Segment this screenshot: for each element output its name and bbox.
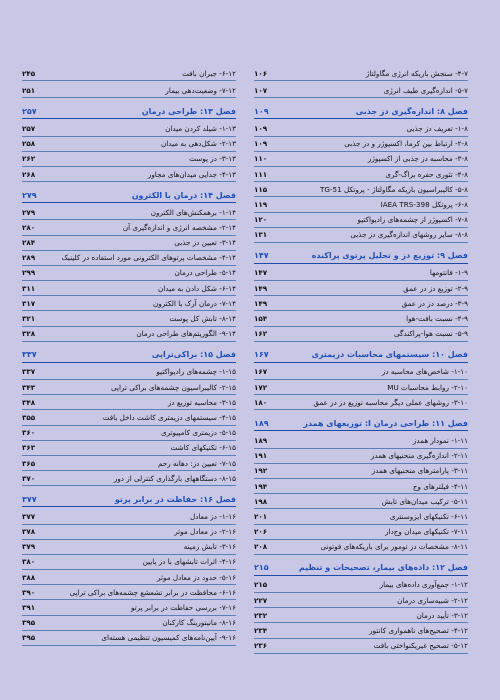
toc-entry[interactable] — [22, 585, 236, 600]
chapter-section — [22, 348, 236, 487]
chapter-heading-title: فصل ۱۱: طراحی درمان I: توزیعهای همدز — [303, 418, 468, 428]
toc-entry[interactable] — [22, 471, 236, 486]
toc-entry-title: ۳-۱۲- تأیید درمان — [416, 610, 468, 620]
chapter-heading-title: فصل ۸: اندازه‌گیری دز جذبی — [355, 106, 468, 116]
toc-entry-page: ۳۸۰ — [22, 557, 36, 567]
toc-entry-title: ۶-۱۱- تکنیکهای ایزوسنتری — [389, 511, 468, 521]
toc-entry[interactable] — [254, 281, 468, 296]
chapter-heading-page: ۱۰۹ — [254, 106, 269, 116]
toc-entry-title: ۲-۱۲- شبیه‌سازی درمان — [397, 595, 468, 605]
toc-entry-title: ۱-۸- تعریف دز جذبی — [406, 123, 468, 133]
toc-entry-title: ۲-۱۵- کالیبراسیون چشمه‌های براکی‌ تراپی — [110, 382, 236, 392]
toc-entry[interactable] — [254, 311, 468, 326]
toc-entry[interactable] — [22, 380, 236, 395]
toc-entry[interactable] — [22, 311, 236, 326]
toc-entry-title: ۱-۱۶- دز معادل — [190, 511, 236, 521]
toc-entry[interactable] — [22, 66, 236, 81]
toc-entry-page: ۲۵۱ — [22, 85, 36, 95]
toc-entry-title: ۴-۱۴- مشخصات پرتوهای الکترونی مورد استفاده در کلینیک — [61, 253, 236, 263]
toc-entry-title: ۴-۱۱- فیلترهای وج — [412, 481, 468, 491]
toc-entry[interactable] — [22, 456, 236, 471]
toc-entry-page: ۳۶۰ — [22, 428, 36, 438]
toc-entry-title: ۵-۱۲- تصحیح غیریکنواختی بافت — [373, 641, 468, 651]
toc-entry-title: ۸-۸- سایر روشهای اندازه‌گیری دز جذبی — [350, 230, 468, 240]
toc-entry-title: ۴-۹- نسبت بافت-هوا — [406, 314, 468, 324]
toc-entry-title: ۲-۱۱- اندازه‌گیری منحنیهای همدز — [370, 451, 468, 461]
toc-entry-page: ۱۶۲ — [254, 329, 268, 339]
toc-entry-page: ۲۸۴ — [22, 238, 36, 248]
chapter-heading-page: ۲۵۷ — [22, 106, 37, 116]
toc-entry-page: ۱۱۹ — [254, 199, 268, 209]
toc-entry[interactable] — [254, 152, 468, 167]
toc-entry-page: ۳۵۵ — [22, 412, 36, 422]
toc-entry[interactable] — [22, 616, 236, 631]
toc-entry-page: ۳۷۷ — [22, 511, 36, 521]
chapter-section — [22, 492, 236, 646]
toc-entry-title: ۱-۹- فانتومها — [429, 268, 468, 278]
toc-entry-page: ۳۹۵ — [22, 633, 36, 643]
toc-entry-page: ۱۴۹ — [254, 298, 268, 308]
toc-entry[interactable] — [254, 266, 468, 281]
toc-entry-title: ۲-۱۰- روابط محاسبات MU — [387, 382, 468, 392]
toc-entry-title: ۱-۱۴- برهمکنش‌های الکترون — [150, 207, 236, 217]
toc-entry-page: ۲۷۹ — [22, 207, 36, 217]
toc-entry[interactable] — [254, 608, 468, 623]
toc-entry-title: ۷-۱۲- وضعیت‌دهی بیمار — [165, 85, 236, 95]
toc-entry[interactable] — [22, 570, 236, 585]
toc-entry-title: ۷-۱۱- تکنیکهای میدان وج‌دار — [385, 527, 468, 537]
toc-entry-page: ۱۱۵ — [254, 184, 268, 194]
toc-entry-title: ۳-۱۰- روشهای عملی دیگر محاسبه توزیع دز در عمق — [313, 397, 468, 407]
toc-entry[interactable] — [22, 600, 236, 615]
toc-entry[interactable] — [254, 433, 468, 448]
toc-entry-page: ۳۲۸ — [22, 329, 36, 339]
toc-entry-page: ۲۴۵ — [22, 68, 36, 78]
toc-entry-page: ۱۰۶ — [254, 68, 268, 78]
toc-entry-page: ۳۷۸ — [22, 527, 36, 537]
toc-entry-title: ۳-۱۵- محاسبه توزیع دز — [167, 397, 236, 407]
toc-entry-page: ۲۲۷ — [254, 595, 268, 605]
toc-entry-title: ۲-۹- توزیع دز در عمق — [403, 283, 468, 293]
toc-entry[interactable] — [22, 220, 236, 235]
toc-entry[interactable] — [254, 593, 468, 608]
toc-entry[interactable] — [254, 137, 468, 152]
chapter-section — [254, 348, 468, 411]
toc-entry-title: ۷-۱۴- درمان آرک با الکترون — [152, 298, 236, 308]
toc-entry-page: ۲۶۲ — [22, 154, 36, 164]
toc-entry-title: ۷-۱۶- بررسی حفاظت در برابر پرتو — [131, 603, 236, 613]
chapter-heading-page: ۳۷۷ — [22, 494, 37, 504]
toc-entry-title: ۹-۱۴- الگوریتم‌های طراحی درمان — [136, 329, 236, 339]
toc-entry-page: ۱۱۰ — [254, 154, 268, 164]
toc-entry-title: ۶-۸- پروتکل IAEA TRS-398 — [380, 199, 468, 209]
toc-entry-page: ۱۰۹ — [254, 123, 268, 133]
toc-entry[interactable] — [22, 137, 236, 152]
toc-entry-title: ۸-۱۶- مانیتورینگ کارکنان — [162, 618, 236, 628]
toc-entry-title: ۱-۱۵- چشمه‌های رادیواکتیو — [156, 367, 236, 377]
toc-entry-title: ۵-۱۴- طراحی درمان — [174, 268, 236, 278]
toc-entry-page: ۳۸۸ — [22, 572, 36, 582]
toc-entry-title: ۸-۱۵- دستگاههای بارگذاری کنترلی از دور — [113, 473, 236, 483]
toc-entry[interactable] — [254, 327, 468, 342]
chapter-heading[interactable] — [22, 104, 236, 119]
chapter-heading-title: فصل ۱۳: طراحی درمان — [141, 106, 236, 116]
toc-entry-title: ۴-۱۲- تصحیح‌های ناهمواری کانتور — [369, 626, 468, 636]
chapter-section — [254, 104, 468, 243]
chapter-heading-page: ۲۱۵ — [254, 563, 269, 573]
toc-entry[interactable] — [22, 83, 236, 98]
toc-entry-title: ۲-۸- ارتباط بین کرما، اکسپوژر و دز جذبی — [344, 139, 468, 149]
toc-entry[interactable] — [22, 525, 236, 540]
chapter-heading-page: ۳۳۷ — [22, 350, 37, 360]
toc-entry-page: ۲۵۷ — [22, 123, 36, 133]
toc-entry[interactable] — [254, 365, 468, 380]
toc-entry[interactable] — [254, 639, 468, 654]
toc-entry-title: ۵-۸- کالیبراسیون باریکه مگاولتاژ - پروتکل TG-51 — [319, 184, 468, 194]
toc-entry[interactable] — [22, 281, 236, 296]
toc-entry[interactable] — [254, 182, 468, 197]
toc-entry-page: ۳۲۱ — [22, 314, 36, 324]
toc-entry[interactable] — [254, 83, 468, 98]
toc-entry-page: ۳۴۳ — [22, 382, 36, 392]
toc-entry[interactable] — [254, 525, 468, 540]
toc-entry-title: ۴-۷- سنجش باریکه انرژی مگاولتاژ — [365, 68, 468, 78]
toc-entry-title: ۲-۱۳- شکل‌دهی به میدان — [161, 139, 236, 149]
toc-entry-page: ۲۳۶ — [254, 641, 268, 651]
toc-entry-title: ۶-۱۵- تکنیکهای کاشت — [170, 443, 236, 453]
toc-entry-title: ۵-۱۶- حدود دز معادل موثر — [157, 572, 236, 582]
toc-entry[interactable] — [22, 509, 236, 524]
toc-entry-page: ۱۸۹ — [254, 435, 268, 445]
chapter-heading-title: فصل ۱۵: براکی‌تراپی — [151, 350, 236, 360]
toc-entry-page: ۲۰۱ — [254, 511, 268, 521]
chapter-heading-title: فصل ۱۶: حفاظت در برابر پرتو — [114, 494, 236, 504]
toc-entry[interactable] — [254, 380, 468, 395]
toc-entry-page: ۲۳۲ — [254, 610, 268, 620]
toc-entry-page: ۱۰۷ — [254, 85, 268, 95]
toc-entry-title: ۷-۸- اکسپوژر از چشمه‌های رادیواکتیو — [357, 215, 468, 225]
toc-entry-title: ۱-۱۱- نمودار همدز — [412, 435, 468, 445]
toc-entry-title: ۱-۱۲- جمع‌آوری داده‌های بیمار — [379, 580, 468, 590]
toc-entry-title: ۳-۱۴- تعیین دز جذبی — [174, 238, 236, 248]
chapter-section — [22, 188, 236, 342]
toc-entry-page: ۲۱۵ — [254, 580, 268, 590]
toc-entry-page: ۳۷۰ — [22, 473, 36, 483]
toc-entry-page: ۲۰۸ — [254, 542, 268, 552]
toc-entry-page: ۱۹۸ — [254, 496, 268, 506]
toc-entry[interactable] — [22, 121, 236, 136]
toc-entry-page: ۲۰۶ — [254, 527, 268, 537]
chapter-heading-page: ۱۴۷ — [254, 251, 269, 261]
toc-entry[interactable] — [22, 205, 236, 220]
chapter-heading[interactable] — [254, 104, 468, 119]
chapter-heading[interactable] — [22, 348, 236, 363]
toc-entry-title: ۴-۱۶- اثرات تابشهای با دز پایین — [142, 557, 236, 567]
toc-entry-title: ۵-۱۵- دزیمتری کامپیوتری — [160, 428, 236, 438]
toc-entry-page: ۱۱۱ — [254, 169, 268, 179]
toc-entry-title: ۳-۱۱- پارامترهای منحنیهای همدز — [371, 466, 468, 476]
toc-entry-page: ۳۶۵ — [22, 458, 36, 468]
toc-entry-title: ۶-۱۶- محافظت در برابر تشعشع چشمه‌های براکی‌ تراپی — [69, 587, 236, 597]
toc-entry-title: ۲-۱۴- مشخصه انرژی و اندازه‌گیری آن — [122, 222, 236, 232]
toc-right-column — [254, 66, 468, 654]
toc-entry[interactable] — [22, 167, 236, 182]
toc-entry-title: ۳-۱۳- دز پوست — [189, 154, 236, 164]
toc-entry[interactable] — [22, 266, 236, 281]
toc-entry[interactable] — [22, 555, 236, 570]
toc-entry[interactable] — [254, 296, 468, 311]
toc-entry[interactable] — [22, 395, 236, 410]
chapter-heading-title: فصل ۱۴: درمان با الکترون — [131, 190, 236, 200]
toc-entry[interactable] — [22, 365, 236, 380]
toc-entry-title: ۵-۹- نسبت هوا-پراکندگی — [394, 329, 468, 339]
toc-entry-title: ۳-۱۶- تابش زمینه — [183, 542, 236, 552]
toc-entry[interactable] — [22, 631, 236, 646]
toc-entry-title: ۷-۱۵- تعیین دز: دهانه رحم — [157, 458, 236, 468]
chapter-heading-title: فصل ۱۲: داده‌های بیمار، تصحیحات و تنظیم — [298, 563, 468, 573]
toc-entry[interactable] — [254, 66, 468, 81]
chapter-heading-title: فصل ۱۰: سیستمهای محاسبات دزیمتری — [311, 350, 468, 360]
toc-entry-page: ۱۲۰ — [254, 215, 268, 225]
toc-left-column — [22, 66, 236, 646]
toc-entry[interactable] — [254, 395, 468, 410]
toc-entry[interactable] — [22, 410, 236, 425]
toc-entry-page: ۱۴۷ — [254, 268, 268, 278]
toc-entry-page: ۳۱۱ — [22, 283, 36, 293]
toc-entry-title: ۹-۱۶- آیین‌نامه‌های کمیسیون تنظیمی هسته‌ای — [101, 633, 236, 643]
toc-entry-title: ۵-۷- اندازه‌گیری طیف انرژی — [383, 85, 468, 95]
chapter-heading[interactable] — [22, 188, 236, 203]
toc-entry-page: ۱۹۱ — [254, 451, 268, 461]
toc-entry-title: ۴-۸- تئوری حفره براگ-گری — [385, 169, 468, 179]
toc-entry-page: ۲۵۸ — [22, 139, 36, 149]
toc-entry[interactable] — [22, 441, 236, 456]
toc-entry[interactable] — [22, 426, 236, 441]
toc-entry-page: ۲۸۰ — [22, 222, 36, 232]
toc-entry-title: ۴-۱۵- سیستمهای دزیمتری کاشت داخل بافت — [102, 412, 236, 422]
toc-entry-page: ۲۶۸ — [22, 169, 36, 179]
toc-entry-title: ۵-۱۱- ترکیب میدان‌های تابش — [381, 496, 468, 506]
toc-entry-page: ۱۷۲ — [254, 382, 268, 392]
toc-entry[interactable] — [22, 152, 236, 167]
toc-entry[interactable] — [22, 327, 236, 342]
toc-entry[interactable] — [254, 449, 468, 464]
toc-entry-page: ۳۷۹ — [22, 542, 36, 552]
chapter-heading[interactable] — [254, 561, 468, 576]
toc-entry-title: ۱-۱۳- شیلد کردن میدان — [165, 123, 236, 133]
toc-entry-page: ۳۱۷ — [22, 298, 36, 308]
toc-entry-page: ۳۹۱ — [22, 603, 36, 613]
toc-entry-page: ۱۹۲ — [254, 466, 268, 476]
chapter-heading-page: ۱۶۷ — [254, 350, 269, 360]
chapter-heading[interactable] — [22, 492, 236, 507]
toc-entry[interactable] — [22, 236, 236, 251]
toc-entry-page: ۲۳۴ — [254, 626, 268, 636]
toc-entry-page: ۳۶۳ — [22, 443, 36, 453]
chapter-heading[interactable] — [254, 348, 468, 363]
toc-entry[interactable] — [254, 213, 468, 228]
toc-entry-page: ۱۶۷ — [254, 367, 268, 377]
toc-entry[interactable] — [22, 296, 236, 311]
toc-entry-page: ۱۰۹ — [254, 139, 268, 149]
chapter-heading[interactable] — [254, 416, 468, 431]
toc-entry-page: ۱۳۱ — [254, 230, 268, 240]
chapter-heading-page: ۱۸۹ — [254, 418, 269, 428]
toc-entry-title: ۴-۱۳- جدایی میدان‌های مجاور — [147, 169, 236, 179]
chapter-heading-title: فصل ۹: توزیع دز و تحلیل پرتوی پراکنده — [311, 251, 468, 261]
toc-entry[interactable] — [22, 251, 236, 266]
toc-entry[interactable] — [254, 228, 468, 243]
toc-entry-page: ۳۹۵ — [22, 618, 36, 628]
toc-entry-page: ۱۹۴ — [254, 481, 268, 491]
toc-entry-page: ۳۴۸ — [22, 397, 36, 407]
toc-entry-page: ۲۸۹ — [22, 253, 36, 263]
toc-entry-title: ۳-۸- محاسبه دز جذبی از اکسپوژر — [367, 154, 468, 164]
toc-entry[interactable] — [254, 479, 468, 494]
chapter-section — [22, 104, 236, 182]
toc-entry[interactable] — [254, 197, 468, 212]
toc-entry[interactable] — [254, 494, 468, 509]
toc-entry-page: ۲۹۹ — [22, 268, 36, 278]
toc-entry[interactable] — [254, 509, 468, 524]
toc-entry-title: ۶-۱۴- شکل دادن به میدان — [158, 283, 236, 293]
chapter-section — [254, 561, 468, 654]
toc-entry[interactable] — [254, 540, 468, 555]
chapter-section — [254, 249, 468, 342]
toc-entry[interactable] — [254, 578, 468, 593]
toc-entry-page: ۱۸۰ — [254, 397, 268, 407]
toc-entry-title: ۶-۱۲- جبران بافت — [182, 68, 236, 78]
chapter-section — [254, 416, 468, 555]
toc-entry-title: ۲-۱۶- دز معادل موثر — [174, 527, 236, 537]
chapter-heading-page: ۲۷۹ — [22, 190, 37, 200]
toc-entry[interactable] — [254, 464, 468, 479]
toc-entry-title: ۱-۱۰- شاخص‌های محاسبه دز — [381, 367, 468, 377]
chapter-heading[interactable] — [254, 249, 468, 264]
toc-entry[interactable] — [254, 623, 468, 638]
toc-entry-title: ۸-۱۱- مشخصات دز تومور برای باریکه‌های فوتونی — [320, 542, 468, 552]
toc-entry[interactable] — [22, 540, 236, 555]
toc-entry-page: ۱۵۴ — [254, 314, 268, 324]
toc-entry[interactable] — [254, 167, 468, 182]
toc-entry-title: ۳-۹- درصد دز در عمق — [401, 298, 468, 308]
toc-entry-page: ۱۴۹ — [254, 283, 268, 293]
toc-entry[interactable] — [254, 121, 468, 136]
toc-entry-page: ۳۹۰ — [22, 587, 36, 597]
toc-entry-title: ۸-۱۴- تابش کل پوست — [169, 314, 236, 324]
toc-entry-page: ۳۳۷ — [22, 367, 36, 377]
